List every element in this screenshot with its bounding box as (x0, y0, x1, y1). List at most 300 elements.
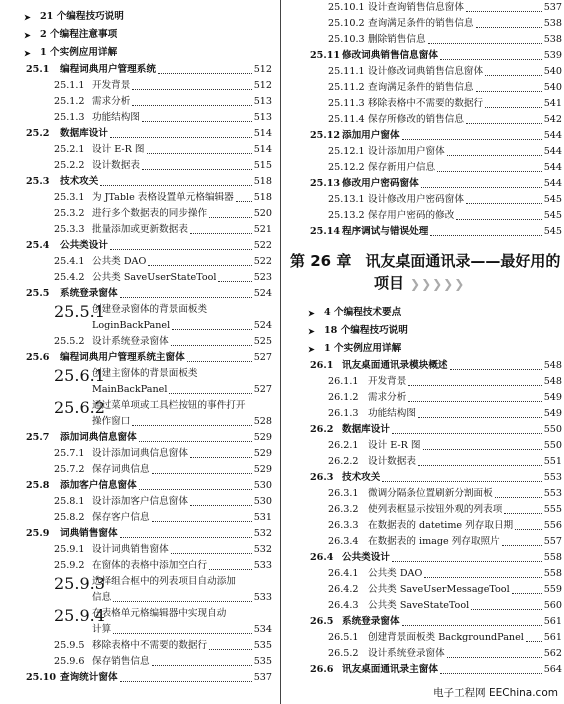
toc-number: 26.1.1 (328, 376, 359, 387)
toc-subsection-entry (6, 542, 272, 558)
toc-subsection-entry (6, 334, 272, 350)
toc-title: 编程词典用户管理系统主窗体 (60, 352, 185, 363)
toc-title: 数据库设计 (342, 424, 390, 435)
toc-subsection-entry (290, 192, 562, 208)
toc-page-number: 545 (543, 226, 562, 237)
dot-leader (187, 360, 252, 362)
toc-page-number: 544 (543, 130, 562, 141)
toc-page-number: 532 (253, 544, 272, 555)
toc-subsection-entry (290, 64, 562, 80)
dot-leader (440, 672, 542, 674)
toc-title-line2 (92, 590, 272, 606)
toc-number: 25.11.3 (328, 98, 365, 109)
dot-leader (512, 592, 542, 594)
toc-page-number: 545 (543, 210, 562, 221)
toc-page-number: 557 (543, 536, 562, 547)
toc-number: 25.11.4 (328, 114, 365, 125)
dot-leader (190, 456, 252, 458)
toc-title: 讯友桌面通讯录主窗体 (342, 664, 438, 675)
toc-page-number: 515 (253, 160, 272, 171)
toc-subsection-entry (290, 630, 562, 646)
dot-leader (139, 440, 252, 442)
dot-leader (171, 552, 252, 554)
toc-title-continuation: 信息 (92, 592, 112, 603)
dot-leader (120, 296, 252, 298)
toc-title: 设计查询销售信息窗体 (368, 2, 464, 13)
toc-number: 25.4 (26, 240, 50, 251)
dot-leader (466, 10, 542, 12)
dot-leader (218, 280, 251, 282)
toc-title: 移除表格中不需要的数据行 (368, 98, 484, 109)
toc-title: 公共类设计 (342, 552, 390, 563)
toc-title: 查询满足条件的销售信息 (368, 18, 474, 29)
toc-title: 在数据表的 datetime 列存取日期 (368, 520, 514, 531)
dot-leader (430, 234, 541, 236)
toc-page-number: 544 (543, 146, 562, 157)
toc-title: 系统登录窗体 (60, 288, 118, 299)
toc-page-number: 534 (253, 624, 272, 635)
toc-page-number: 549 (543, 408, 562, 419)
bullet-item (6, 8, 272, 26)
toc-title-continuation: 操作窗口 (92, 416, 131, 427)
toc-page-number: 555 (543, 504, 562, 515)
toc-title: 设计系统登录窗体 (92, 336, 169, 347)
toc-subsection-entry (290, 160, 562, 176)
toc-title: 为 JTable 表格设置单元格编辑器 (92, 192, 234, 203)
toc-number: 26.3.4 (328, 536, 359, 547)
toc-section-entry (6, 350, 272, 366)
toc-number: 26.2.1 (328, 440, 359, 451)
toc-section-entry (290, 470, 562, 486)
toc-page-number: 514 (253, 144, 272, 155)
toc-page-number: 531 (253, 512, 272, 523)
toc-number: 26.5.1 (328, 632, 359, 643)
toc-subsection-entry (6, 270, 272, 286)
dot-leader (132, 88, 251, 90)
dot-leader (169, 392, 251, 394)
triangle-bullet-icon: ➤ (308, 308, 315, 318)
dot-leader (147, 152, 252, 154)
toc-subsection-entry (290, 144, 562, 160)
toc-subsection-entry (6, 446, 272, 462)
dot-leader (209, 568, 252, 570)
dot-leader (402, 138, 542, 140)
toc-number: 25.11.1 (328, 66, 365, 77)
toc-title: 微调分隔条位置刷新分割面板 (368, 488, 493, 499)
toc-title: 删除销售信息 (368, 34, 426, 45)
toc-number: 25.4.1 (54, 256, 85, 267)
toc-title-line1: 通过菜单项或工具栏按钮的事件打开 (92, 400, 246, 411)
toc-title: 设计 E-R 图 (92, 144, 145, 155)
toc-page-number: 523 (253, 272, 272, 283)
toc-section-entry (290, 176, 562, 192)
toc-page-number: 540 (543, 82, 562, 93)
dot-leader (142, 120, 252, 122)
toc-section-entry (290, 614, 562, 630)
toc-subsection-entry (6, 110, 272, 126)
bullet-item (290, 340, 562, 358)
dot-leader (421, 186, 542, 188)
left-bullet-list (6, 8, 272, 62)
right-column (290, 0, 562, 678)
dot-leader (418, 464, 542, 466)
toc-number: 25.6 (26, 352, 50, 363)
bullet-text: 4 个编程技术要点 (324, 307, 402, 318)
toc-page-number: 512 (253, 80, 272, 91)
toc-page-number: 522 (253, 256, 272, 267)
toc-page-number: 550 (543, 440, 562, 451)
toc-number: 26.4.3 (328, 600, 359, 611)
toc-subsection-entry (290, 0, 562, 16)
toc-title: 技术攻关 (60, 176, 99, 187)
toc-number: 25.3.2 (54, 208, 85, 219)
dot-leader (142, 168, 252, 170)
dot-leader (152, 664, 252, 666)
toc-number: 25.13.1 (328, 194, 365, 205)
toc-subsection-entry (290, 16, 562, 32)
toc-number: 26.5 (310, 616, 334, 627)
toc-section-entry (290, 358, 562, 374)
toc-subsection-entry (6, 606, 272, 638)
dot-leader (152, 520, 252, 522)
dot-leader (172, 328, 252, 330)
toc-subsection-entry (290, 534, 562, 550)
toc-page-number: 513 (253, 112, 272, 123)
toc-number: 25.3.3 (54, 224, 85, 235)
toc-subsection-entry (290, 518, 562, 534)
toc-subsection-entry (290, 80, 562, 96)
toc-number: 25.7.1 (54, 448, 85, 459)
toc-page-number: 538 (543, 34, 562, 45)
bullet-item (6, 26, 272, 44)
toc-title: 保存销售信息 (92, 656, 150, 667)
toc-number: 26.3.3 (328, 520, 359, 531)
dot-leader (408, 400, 541, 402)
toc-title: 设计修改用户密码窗体 (368, 194, 464, 205)
dot-leader (447, 154, 542, 156)
dot-leader (209, 648, 252, 650)
toc-page-number: 540 (543, 66, 562, 77)
toc-number: 25.2 (26, 128, 50, 139)
toc-title: 设计修改词典销售信息窗体 (368, 66, 484, 77)
toc-page-number: 518 (253, 176, 272, 187)
toc-page-number: 524 (253, 288, 272, 299)
dot-leader (190, 232, 252, 234)
toc-number: 25.6.2 (54, 398, 105, 417)
dot-leader (423, 448, 542, 450)
toc-title: 设计系统登录窗体 (368, 648, 445, 659)
toc-subsection-entry (290, 112, 562, 128)
toc-number: 25.1 (26, 64, 50, 75)
toc-title: 设计词典销售窗体 (92, 544, 169, 555)
chapter-title-line2: 项目 (374, 274, 405, 292)
toc-title: 开发背景 (92, 80, 131, 91)
toc-number: 25.10.2 (328, 18, 365, 29)
toc-title: 添加词典信息窗体 (60, 432, 137, 443)
toc-number: 26.1.3 (328, 408, 359, 419)
toc-number: 26.1 (310, 360, 334, 371)
toc-page-number: 513 (253, 96, 272, 107)
toc-subsection-entry (6, 510, 272, 526)
toc-number: 25.11.2 (328, 82, 365, 93)
chapter-number: 第 26 章 (290, 252, 352, 270)
toc-subsection-entry (290, 646, 562, 662)
toc-page-number: 533 (253, 592, 272, 603)
dot-leader (485, 106, 542, 108)
toc-title: 保存用户密码的修改 (368, 210, 455, 221)
toc-section-entry (290, 48, 562, 64)
toc-page-number: 530 (253, 496, 272, 507)
toc-subsection-entry (6, 494, 272, 510)
dot-leader (502, 544, 542, 546)
toc-subsection-entry (6, 302, 272, 334)
dot-leader (504, 512, 541, 514)
left-column (6, 0, 272, 686)
toc-page-number: 529 (253, 448, 272, 459)
toc-page-number: 530 (253, 480, 272, 491)
triangle-bullet-icon: ➤ (308, 344, 315, 354)
toc-subsection-entry (290, 582, 562, 598)
chapter-title-line1: 讯友桌面通讯录——最好用的 (365, 252, 561, 270)
dot-leader (402, 624, 542, 626)
toc-page-number: 548 (543, 360, 562, 371)
dot-leader (392, 560, 542, 562)
toc-title: 开发背景 (368, 376, 407, 387)
dot-leader (437, 170, 542, 172)
toc-page-number: 544 (543, 178, 562, 189)
toc-number: 26.4.2 (328, 584, 359, 595)
toc-title: 设计添加词典信息窗体 (92, 448, 188, 459)
toc-page-number: 558 (543, 568, 562, 579)
toc-title: 系统登录窗体 (342, 616, 400, 627)
toc-number: 25.6.1 (54, 366, 105, 385)
toc-title: 公共类 SaveStateTool (368, 600, 470, 611)
bullet-item (290, 322, 562, 340)
toc-subsection-entry (290, 598, 562, 614)
toc-page-number: 535 (253, 640, 272, 651)
dot-leader (132, 424, 251, 426)
toc-subsection-entry (6, 78, 272, 94)
toc-number: 25.12.1 (328, 146, 365, 157)
toc-page-number: 522 (253, 240, 272, 251)
right-toc-entries-top (290, 0, 562, 240)
toc-title: 保存客户信息 (92, 512, 150, 523)
dot-leader (418, 416, 542, 418)
toc-subsection-entry (290, 390, 562, 406)
bullet-text: 2 个编程注意事项 (40, 29, 118, 40)
toc-number: 25.7.2 (54, 464, 85, 475)
toc-number: 25.11 (310, 50, 341, 61)
dot-leader (148, 264, 251, 266)
dot-leader (515, 528, 542, 530)
toc-page-number: 527 (253, 352, 272, 363)
toc-subsection-entry (6, 206, 272, 222)
toc-title: 公共类设计 (60, 240, 108, 251)
dot-leader (466, 122, 542, 124)
toc-title: 公共类 DAO (368, 568, 423, 579)
toc-section-entry (6, 126, 272, 142)
dot-leader (450, 368, 542, 370)
toc-subsection-entry (6, 574, 272, 606)
dot-leader (476, 26, 542, 28)
toc-title: 讯友桌面通讯录模块概述 (342, 360, 448, 371)
toc-title: 公共类 DAO (92, 256, 147, 267)
dot-leader (392, 432, 542, 434)
toc-subsection-entry (290, 374, 562, 390)
toc-page-number: 556 (543, 520, 562, 531)
dot-leader (209, 216, 252, 218)
toc-number: 25.5.2 (54, 336, 85, 347)
toc-page-number: 548 (543, 376, 562, 387)
toc-page-number: 553 (543, 472, 562, 483)
toc-title: 使列表框显示按钮外观的列表项 (368, 504, 503, 515)
toc-page-number: 532 (253, 528, 272, 539)
toc-title: 程序调试与错误处理 (342, 226, 429, 237)
toc-page-number: 514 (253, 128, 272, 139)
toc-title: 设计数据表 (92, 160, 140, 171)
toc-page-number: 529 (253, 464, 272, 475)
toc-title: 修改词典销售信息窗体 (342, 50, 438, 61)
toc-title: 查询满足条件的销售信息 (368, 82, 474, 93)
toc-subsection-entry (6, 142, 272, 158)
toc-page-number: 562 (543, 648, 562, 659)
toc-number: 25.1.2 (54, 96, 85, 107)
dot-leader (471, 608, 542, 610)
toc-page-number: 528 (253, 416, 272, 427)
dot-leader (113, 632, 252, 634)
dot-leader (132, 104, 251, 106)
dot-leader (190, 504, 252, 506)
toc-number: 26.3.2 (328, 504, 359, 515)
triangle-bullet-icon: ➤ (24, 30, 31, 40)
toc-subsection-entry (6, 654, 272, 670)
toc-number: 25.13 (310, 178, 341, 189)
toc-number: 25.4.2 (54, 272, 85, 283)
toc-number: 26.6 (310, 664, 334, 675)
toc-subsection-entry (290, 566, 562, 582)
toc-section-entry (6, 526, 272, 542)
toc-number: 25.2.1 (54, 144, 85, 155)
toc-title-line2 (92, 414, 272, 430)
dot-leader (440, 58, 542, 60)
toc-title: 保存新用户信息 (368, 162, 436, 173)
toc-number: 25.8 (26, 480, 50, 491)
toc-number: 25.9.2 (54, 560, 85, 571)
dot-leader (139, 488, 252, 490)
toc-number: 25.9 (26, 528, 50, 539)
toc-title-line1: 创建登录窗体的背景面板类 (92, 304, 208, 315)
toc-number: 26.1.2 (328, 392, 359, 403)
toc-page-number: 518 (253, 192, 272, 203)
bullet-text: 1 个实例应用详解 (324, 343, 402, 354)
toc-subsection-entry (290, 208, 562, 224)
dot-leader (100, 184, 251, 186)
toc-number: 25.10 (26, 672, 57, 683)
toc-subsection-entry (290, 96, 562, 112)
toc-page-number: 529 (253, 432, 272, 443)
toc-subsection-entry (6, 190, 272, 206)
toc-page-number: 551 (543, 456, 562, 467)
toc-number: 25.9.6 (54, 656, 85, 667)
dot-leader (382, 480, 541, 482)
toc-title: 功能结构图 (368, 408, 416, 419)
toc-page-number: 560 (543, 600, 562, 611)
toc-subsection-entry (6, 254, 272, 270)
triangle-bullet-icon: ➤ (308, 326, 315, 336)
toc-title-line2 (92, 318, 272, 334)
footer-watermark: 电子工程网 EEChina.com (433, 687, 558, 699)
bullet-text: 1 个实例应用详解 (40, 47, 118, 58)
toc-page-number: 533 (253, 560, 272, 571)
toc-page-number: 525 (253, 336, 272, 347)
toc-title: 技术攻关 (342, 472, 381, 483)
toc-number: 26.3.1 (328, 488, 359, 499)
toc-page-number: 537 (253, 672, 272, 683)
dot-leader (476, 90, 542, 92)
triangle-bullet-icon: ➤ (24, 12, 31, 22)
toc-page-number: 524 (253, 320, 272, 331)
toc-page-number: 542 (543, 114, 562, 125)
toc-title: 在窗体的表格中添加空白行 (92, 560, 208, 571)
toc-number: 25.13.2 (328, 210, 365, 221)
toc-number: 25.12.2 (328, 162, 365, 173)
toc-title: 移除表格中不需要的数据行 (92, 640, 208, 651)
toc-subsection-entry (6, 558, 272, 574)
toc-page-number: 561 (543, 632, 562, 643)
toc-title: 添加客户信息窗体 (60, 480, 137, 491)
toc-title: 公共类 SaveUserStateTool (92, 272, 217, 283)
column-divider (280, 0, 281, 704)
toc-title: 公共类 SaveUserMessageTool (368, 584, 510, 595)
bullet-item (6, 44, 272, 62)
toc-title: 编程词典用户管理系统 (60, 64, 156, 75)
toc-title: 设计添加用户窗体 (368, 146, 445, 157)
dot-leader (236, 200, 252, 202)
toc-section-entry (6, 174, 272, 190)
toc-title: 设计添加客户信息窗体 (92, 496, 188, 507)
toc-title: 需求分析 (92, 96, 131, 107)
toc-number: 26.5.2 (328, 648, 359, 659)
toc-title: 需求分析 (368, 392, 407, 403)
toc-section-entry (6, 286, 272, 302)
dot-leader (526, 640, 542, 642)
dot-leader (110, 136, 252, 138)
dot-leader (171, 344, 252, 346)
dot-leader (466, 202, 542, 204)
toc-title: 批量添加或更新数据表 (92, 224, 188, 235)
toc-page-number: 527 (253, 384, 272, 395)
toc-page-number: 558 (543, 552, 562, 563)
right-toc-entries-bottom (290, 358, 562, 678)
toc-subsection-entry (6, 398, 272, 430)
dot-leader (424, 576, 541, 578)
toc-subsection-entry (6, 462, 272, 478)
toc-number: 25.3 (26, 176, 50, 187)
toc-subsection-entry (290, 502, 562, 518)
left-toc-entries (6, 62, 272, 686)
toc-title-line1: 在表格单元格编辑器中实现自动 (92, 608, 227, 619)
dot-leader (495, 496, 542, 498)
toc-section-entry (290, 662, 562, 678)
toc-title: 进行多个数据表的同步操作 (92, 208, 208, 219)
toc-number: 25.14 (310, 226, 341, 237)
toc-page-number: 553 (543, 488, 562, 499)
toc-page-number: 544 (543, 162, 562, 173)
toc-section-entry (290, 422, 562, 438)
bullet-text: 21 个编程技巧说明 (40, 11, 124, 22)
toc-number: 26.4.1 (328, 568, 359, 579)
toc-page-number: 559 (543, 584, 562, 595)
